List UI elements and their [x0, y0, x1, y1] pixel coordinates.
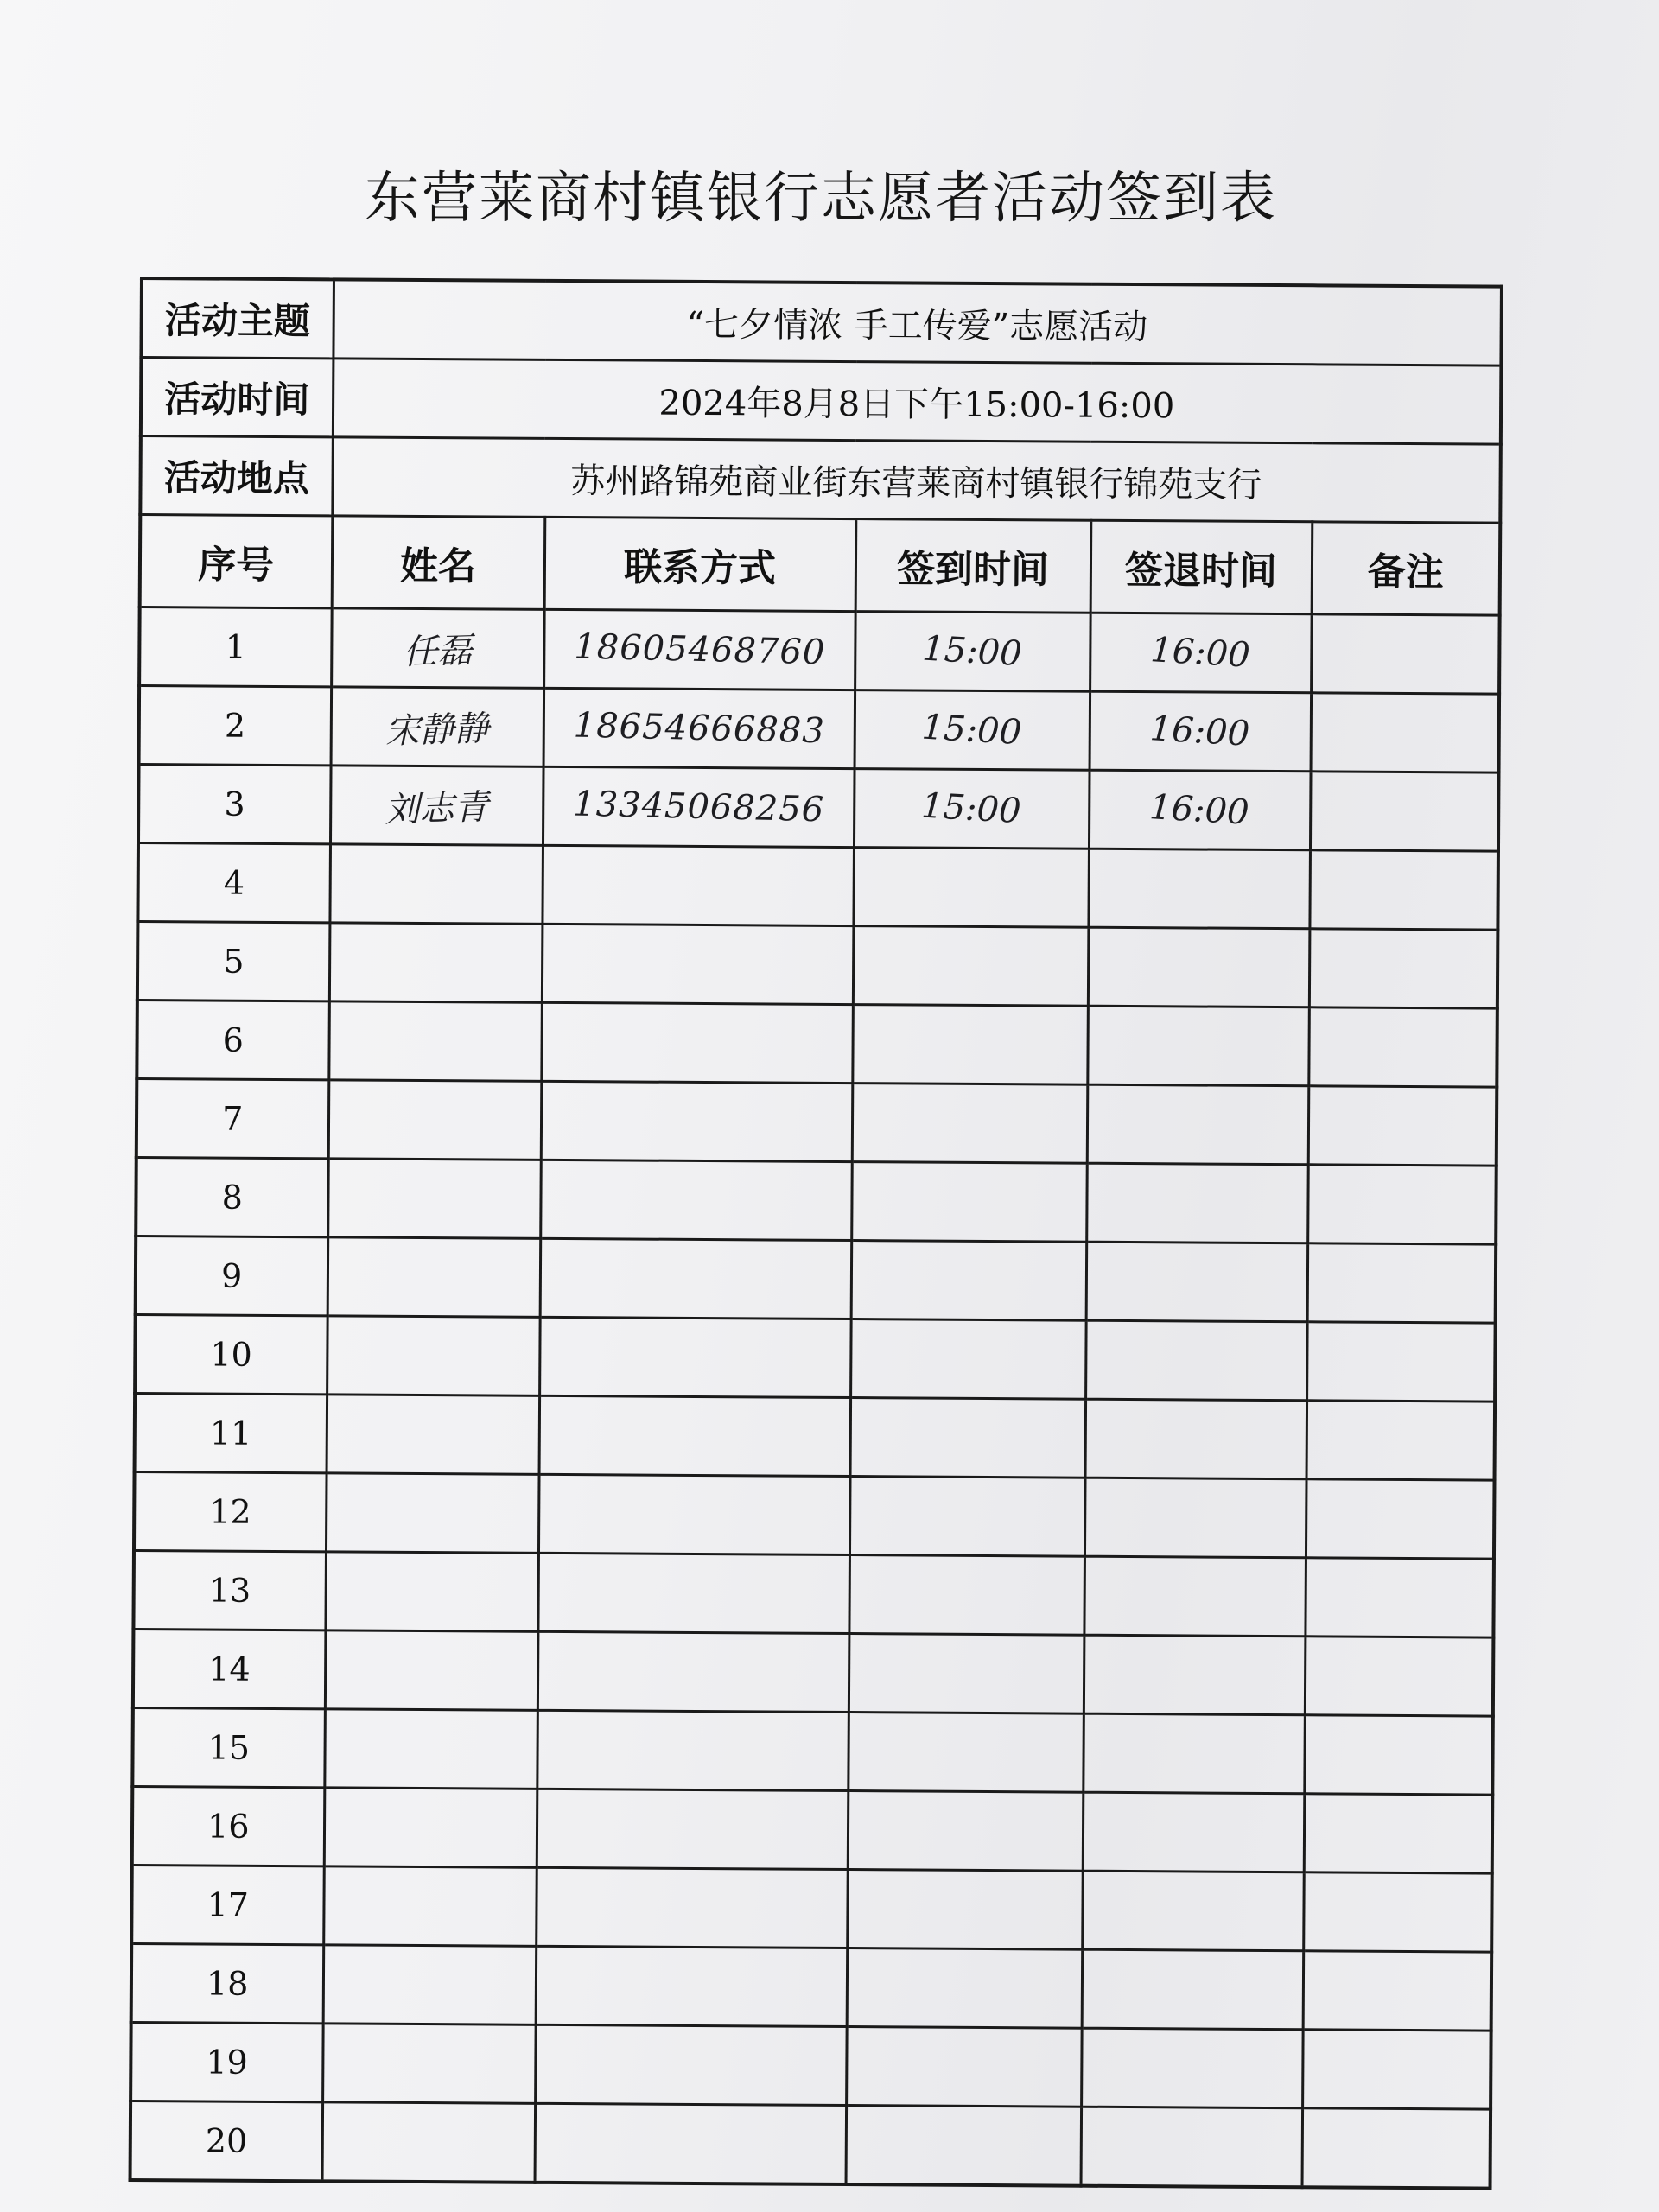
row-contact-cell: [537, 1631, 849, 1712]
row-checkout-cell: [1082, 1871, 1304, 1951]
row-seq-cell: 13: [133, 1550, 326, 1630]
table-row: [138, 765, 1499, 852]
row-note-cell: [1307, 1243, 1497, 1323]
row-name-cell: [327, 1316, 540, 1396]
row-checkin-cell: [848, 1791, 1084, 1872]
row-name-cell: [327, 1159, 541, 1239]
info-label: 活动主题: [141, 278, 334, 359]
info-value: 苏州路锦苑商业街东营莱商村镇银行锦苑支行: [332, 437, 1501, 523]
row-contact-cell: [538, 1474, 850, 1554]
row-note-cell: [1309, 850, 1498, 930]
column-header-name: 姓名: [332, 516, 545, 610]
row-checkout-cell: [1085, 1320, 1307, 1401]
row-seq-cell: 16: [132, 1786, 325, 1866]
row-seq-cell: 5: [137, 921, 330, 1001]
row-name-cell: [325, 1552, 538, 1632]
row-checkin-cell: [849, 1555, 1084, 1636]
row-seq-cell: 2: [139, 686, 332, 766]
row-note-cell: [1310, 772, 1499, 851]
row-seq-cell: 3: [138, 765, 331, 844]
info-row-time: [141, 358, 1502, 445]
row-name-cell: [329, 923, 543, 1003]
row-checkin-cell: [846, 2027, 1082, 2107]
row-contact-cell: [543, 609, 855, 690]
row-seq-cell: 10: [135, 1314, 327, 1394]
row-contact-cell: [536, 1946, 848, 2026]
table-row: [135, 1393, 1496, 1480]
row-checkin-cell: [852, 1084, 1088, 1164]
row-contact-cell: [537, 1789, 849, 1869]
row-checkin-cell: [849, 1477, 1085, 1557]
table-row: [139, 607, 1500, 695]
row-note-cell: [1311, 614, 1500, 694]
row-note-cell: [1302, 2108, 1491, 2189]
row-note-cell: [1302, 2030, 1491, 2109]
row-checkout-cell: [1085, 1399, 1307, 1479]
row-checkout-cell: [1090, 691, 1312, 772]
row-note-cell: [1306, 1322, 1496, 1402]
row-contact-cell: [537, 1710, 849, 1790]
row-checkin-cell: [853, 848, 1089, 928]
row-contact-cell: [535, 2103, 847, 2184]
row-name: 宋静静: [385, 708, 490, 752]
row-checkin: 15:00: [920, 707, 1023, 753]
table-row: [136, 1157, 1497, 1244]
row-name-cell: [325, 1630, 538, 1711]
row-note-cell: [1305, 1637, 1494, 1716]
table-row: [133, 1629, 1494, 1716]
table-row: [133, 1550, 1494, 1637]
row-checkout-cell: [1081, 2028, 1303, 2108]
sign-in-table: [129, 276, 1503, 2190]
data-rows: [130, 607, 1500, 2189]
info-value: “七夕情浓 手工传爱”志愿活动: [333, 279, 1502, 365]
table-row: [132, 1786, 1493, 1873]
row-seq-cell: 14: [133, 1629, 326, 1708]
row-name-cell: [323, 1866, 537, 1947]
row-checkout-cell: [1090, 613, 1312, 693]
row-note-cell: [1303, 1872, 1492, 1952]
row-seq-cell: 17: [131, 1865, 324, 1944]
row-note-cell: [1306, 1401, 1496, 1480]
row-seq-cell: 8: [136, 1157, 328, 1236]
row-contact-cell: [537, 1553, 849, 1633]
row-seq-cell: 19: [130, 2022, 323, 2101]
row-note-cell: [1305, 1558, 1494, 1637]
column-header-checkout: 签退时间: [1090, 520, 1313, 614]
row-checkin-cell: [853, 926, 1089, 1007]
row-contact-cell: [541, 1002, 853, 1083]
row-contact-cell: [542, 924, 854, 1004]
row-checkout: 16:00: [1149, 630, 1252, 676]
row-name: 刘志青: [384, 786, 490, 830]
row-checkout-cell: [1086, 1242, 1308, 1322]
row-name: 任磊: [402, 630, 474, 672]
row-name-cell: [323, 1945, 537, 2025]
row-checkin: 15:00: [921, 628, 1024, 675]
row-checkin-cell: [846, 2106, 1082, 2186]
row-seq-cell: 15: [132, 1707, 325, 1787]
document-title: 东营莱商村镇银行志愿者活动签到表: [365, 167, 1277, 231]
row-checkout-cell: [1084, 1635, 1306, 1715]
row-name-cell: [324, 1788, 537, 1868]
row-checkin-cell: [851, 1241, 1087, 1321]
row-contact-cell: [539, 1317, 851, 1397]
row-name-cell: [330, 766, 543, 846]
table-row: [137, 921, 1498, 1008]
row-seq-cell: 18: [131, 1943, 324, 2023]
row-checkin: 15:00: [920, 785, 1023, 832]
info-row-location: [140, 436, 1501, 524]
row-checkout-cell: [1089, 770, 1311, 850]
table-row: [139, 686, 1500, 773]
row-note-cell: [1311, 693, 1500, 772]
row-checkin-cell: [847, 1948, 1083, 2029]
row-checkout-cell: [1087, 1006, 1309, 1086]
row-contact-cell: [536, 1867, 848, 1948]
row-checkout-cell: [1083, 1713, 1305, 1794]
row-name-cell: [328, 1080, 542, 1160]
row-note-cell: [1308, 1086, 1497, 1166]
row-contact-cell: [540, 1238, 852, 1319]
row-seq-cell: 9: [136, 1236, 328, 1315]
table-row: [136, 1236, 1497, 1323]
row-checkin-cell: [850, 1398, 1086, 1478]
row-checkout: 16:00: [1148, 787, 1251, 833]
column-header-row: [140, 515, 1501, 616]
row-contact-cell: [539, 1395, 851, 1476]
table-row: [130, 2022, 1491, 2109]
row-contact: 18605468760: [573, 626, 826, 673]
row-note-cell: [1307, 1165, 1497, 1244]
row-note-cell: [1306, 1479, 1495, 1559]
row-checkin-cell: [851, 1162, 1087, 1243]
row-name-cell: [327, 1237, 541, 1318]
row-contact-cell: [542, 845, 854, 925]
row-note-cell: [1303, 1951, 1492, 2031]
row-contact-cell: [541, 1081, 853, 1161]
table-row: [137, 843, 1498, 931]
row-checkout: 16:00: [1148, 709, 1251, 754]
info-value: 2024年8月8日下午15:00-16:00: [333, 359, 1502, 444]
table-row: [132, 1707, 1493, 1795]
info-label: 活动时间: [141, 358, 334, 437]
row-seq-cell: 1: [139, 607, 332, 687]
table-row: [131, 1865, 1492, 1952]
row-seq-cell: 20: [130, 2101, 323, 2181]
row-note-cell: [1309, 929, 1498, 1008]
column-header-note: 备注: [1312, 522, 1501, 615]
row-checkout-cell: [1084, 1556, 1306, 1637]
row-name-cell: [329, 844, 543, 925]
row-name-cell: [331, 687, 544, 767]
table-row: [131, 1943, 1492, 2031]
row-note-cell: [1304, 1715, 1493, 1795]
row-checkin-cell: [849, 1634, 1084, 1714]
row-checkout-cell: [1084, 1478, 1306, 1558]
row-checkout-cell: [1088, 849, 1310, 929]
table-row: [137, 1000, 1497, 1087]
column-header-contact: 联系方式: [544, 517, 856, 611]
row-checkin-cell: [854, 769, 1090, 849]
row-checkout-cell: [1088, 927, 1310, 1007]
row-checkout-cell: [1083, 1792, 1305, 1872]
row-contact-cell: [543, 688, 855, 768]
row-seq-cell: 12: [134, 1471, 327, 1551]
column-header-seq: 序号: [140, 515, 333, 608]
row-name-cell: [322, 2102, 536, 2183]
row-checkin-cell: [847, 1870, 1083, 1950]
row-contact: 18654666883: [572, 705, 825, 752]
row-name-cell: [326, 1473, 539, 1554]
info-row-theme: [141, 278, 1502, 365]
row-name-cell: [322, 2024, 536, 2104]
row-contact-cell: [543, 766, 855, 847]
row-contact-cell: [540, 1160, 852, 1240]
row-seq-cell: 11: [135, 1393, 327, 1472]
table-row: [134, 1471, 1495, 1559]
row-checkin-cell: [855, 690, 1090, 771]
column-header-checkin: 签到时间: [855, 519, 1091, 613]
row-checkout-cell: [1081, 2107, 1303, 2187]
row-seq-cell: 6: [137, 1000, 329, 1079]
row-note-cell: [1308, 1007, 1497, 1087]
row-checkin-cell: [850, 1319, 1086, 1400]
row-checkin-cell: [852, 1005, 1088, 1085]
row-note-cell: [1304, 1794, 1493, 1873]
row-name-cell: [331, 608, 544, 689]
table-row: [137, 1078, 1497, 1166]
table-row: [130, 2101, 1491, 2188]
row-seq-cell: 7: [137, 1078, 329, 1158]
row-checkout-cell: [1086, 1163, 1308, 1243]
row-name-cell: [328, 1001, 542, 1082]
row-checkin-cell: [855, 612, 1090, 692]
row-contact-cell: [535, 2024, 847, 2105]
table-row: [135, 1314, 1496, 1402]
row-name-cell: [327, 1395, 540, 1475]
row-checkin-cell: [848, 1713, 1084, 1793]
row-contact: 13345068256: [572, 784, 825, 830]
row-name-cell: [324, 1709, 537, 1789]
info-label: 活动地点: [140, 436, 333, 516]
row-checkout-cell: [1087, 1084, 1309, 1165]
row-checkout-cell: [1082, 1949, 1304, 2030]
row-seq-cell: 4: [137, 843, 330, 923]
